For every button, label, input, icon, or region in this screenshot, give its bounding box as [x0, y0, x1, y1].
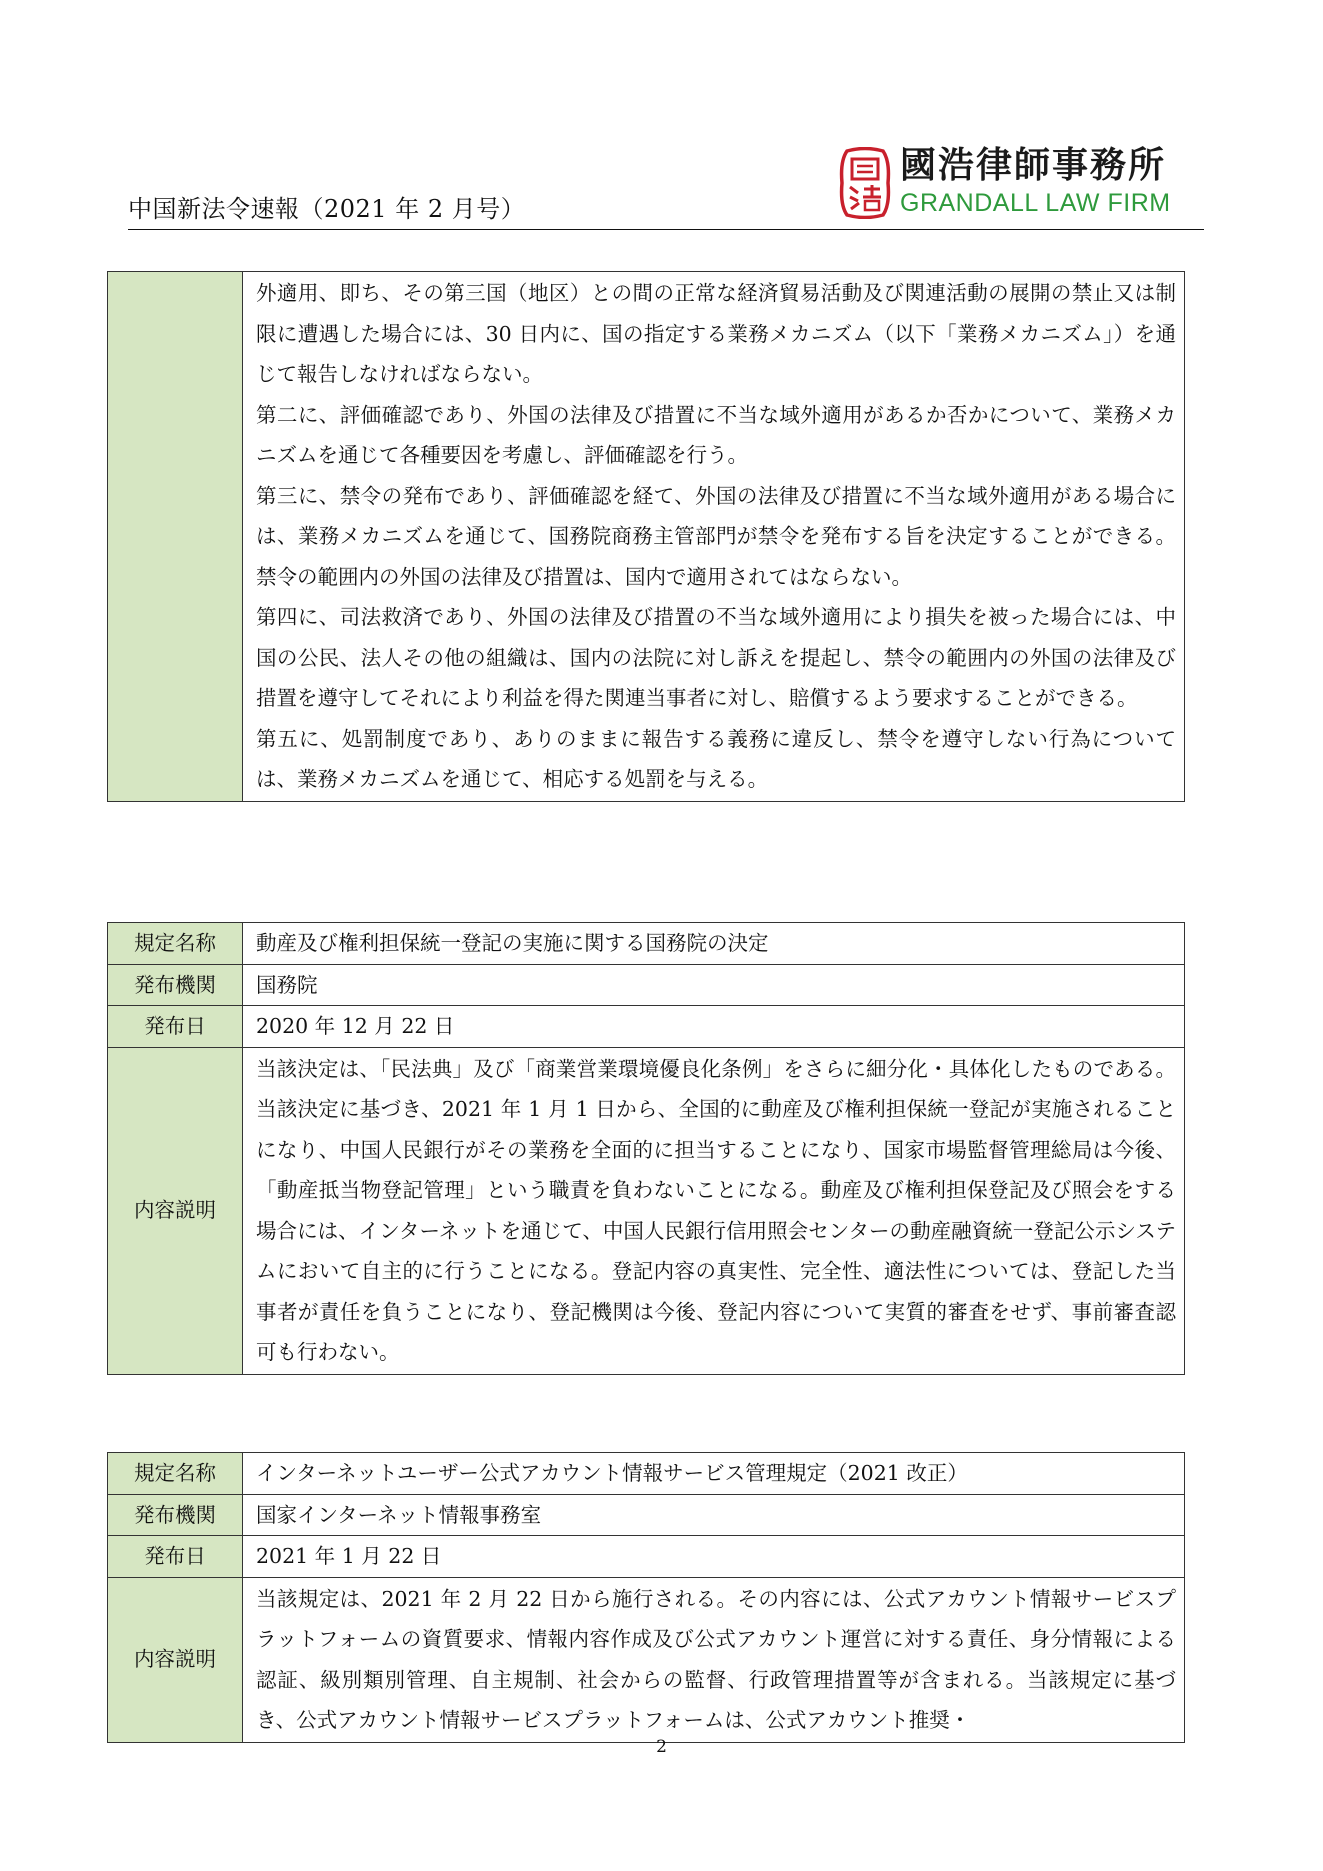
- firm-seal-icon: [838, 147, 892, 219]
- table-row: [108, 1047, 1185, 1374]
- newsletter-title: 中国新法令速報（2021 年 2 月号）: [128, 195, 526, 223]
- content-paragraph: 第三に、禁令の発布であり、評価確認を経て、外国の法律及び措置に不当な域外適用がある場合には、業務メカニズムを通じて、国務院商務主管部門が禁令を発布する旨を決定することができる。禁令の範囲内の外国の法律及び措置は、国内で適用されてはならない。: [256, 483, 1176, 589]
- table-row: [108, 1577, 1185, 1742]
- table-row: [108, 923, 1185, 965]
- continued-regulation-table: [107, 271, 1185, 802]
- issuer-label: 発布機関: [108, 964, 243, 1006]
- firm-name-english: GRANDALL LAW FIRM: [900, 189, 1171, 217]
- table-row: [108, 1494, 1185, 1536]
- content-paragraph: 第五に、処罰制度であり、ありのままに報告する義務に違反し、禁令を遵守しない行為については、業務メカニズムを通じて、相応する処罰を与える。: [256, 726, 1176, 791]
- issuer: 国家インターネット情報事務室: [243, 1494, 1185, 1536]
- content-description-label: 内容説明: [108, 1047, 243, 1374]
- content-paragraph: 外適用、即ち、その第三国（地区）との間の正常な経済貿易活動及び関連活動の展開の禁止又は制限に遭遇した場合には、30 日内に、国の指定する業務メカニズム（以下「業務メカニズム」）を通じて報告しなければならない。: [256, 281, 1176, 386]
- table-row: [108, 1536, 1185, 1578]
- regulation-table: [107, 1452, 1185, 1743]
- content-description-cell: [243, 1577, 1185, 1742]
- issue-date: 2020 年 12 月 22 日: [243, 1006, 1185, 1048]
- table-row: [108, 964, 1185, 1006]
- firm-name-chinese: 國浩律師事務所: [900, 145, 1167, 186]
- regulation-table: [107, 922, 1185, 1375]
- table-row: [108, 1453, 1185, 1495]
- issue-date: 2021 年 1 月 22 日: [243, 1536, 1185, 1578]
- regulation-name-label: 規定名称: [108, 923, 243, 965]
- page-header: [128, 144, 1204, 230]
- issue-date-label: 発布日: [108, 1006, 243, 1048]
- content-description-label: 内容説明: [108, 1577, 243, 1742]
- table-row: [108, 272, 1185, 802]
- table-row: [108, 1006, 1185, 1048]
- regulation-name: 動産及び権利担保統一登記の実施に関する国務院の決定: [243, 923, 1185, 965]
- regulation-name-label: 規定名称: [108, 1453, 243, 1495]
- content-paragraph: 第四に、司法救済であり、外国の法律及び措置の不当な域外適用により損失を被った場合には、中国の公民、法人その他の組織は、国内の法院に対し訴えを提起し、禁令の範囲内の外国の法律及び措置を遵守してそれにより利益を得た関連当事者に対し、賠償するよう要求することができる。: [256, 605, 1176, 710]
- header-divider: [128, 229, 1204, 230]
- content-description-cell: [243, 1047, 1185, 1374]
- content-description: 当該決定は、「民法典」及び「商業営業環境優良化条例」をさらに細分化・具体化したものである。当該決定に基づき、2021 年 1 月 1 日から、全国的に動産及び権利担保統一登記が実施されることになり、中国人民銀行がその業務を全面的に担当することになり、国家市場監督管理総局は今後、「動産抵当物登記管理」という職責を負わないことになる。動産及び権利担保登記及び照会をする場合には、インターネットを通じて、中国人民銀行信用照会センターの動産融資統一登記公示システムにおいて自主的に行うことになる。登記内容の真実性、完全性、適法性については、登記した当事者が責任を負うことになり、登記機関は今後、登記内容について実質的審査をせず、事前審査認可も行わない。: [256, 1056, 1176, 1364]
- continued-label-cell: [108, 272, 243, 802]
- regulation-name: インターネットユーザー公式アカウント情報サービス管理規定（2021 改正）: [243, 1453, 1185, 1495]
- content-description: 当該規定は、2021 年 2 月 22 日から施行される。その内容には、公式アカウント情報サービスプラットフォームの資質要求、情報内容作成及び公式アカウント運営に対する責任、身分情報による認証、級別類別管理、自主規制、社会からの監督、行政管理措置等が含まれる。当該規定に基づき、公式アカウント情報サービスプラットフォームは、公式アカウント推奨・: [256, 1586, 1176, 1732]
- content-paragraph: 第二に、評価確認であり、外国の法律及び措置に不当な域外適用があるか否かについて、業務メカニズムを通じて各種要因を考慮し、評価確認を行う。: [256, 402, 1176, 467]
- issuer: 国務院: [243, 964, 1185, 1006]
- issuer-label: 発布機関: [108, 1494, 243, 1536]
- firm-logo: [838, 144, 1190, 222]
- continued-content-cell: [243, 272, 1185, 802]
- page-number: 2: [656, 1737, 667, 1757]
- issue-date-label: 発布日: [108, 1536, 243, 1578]
